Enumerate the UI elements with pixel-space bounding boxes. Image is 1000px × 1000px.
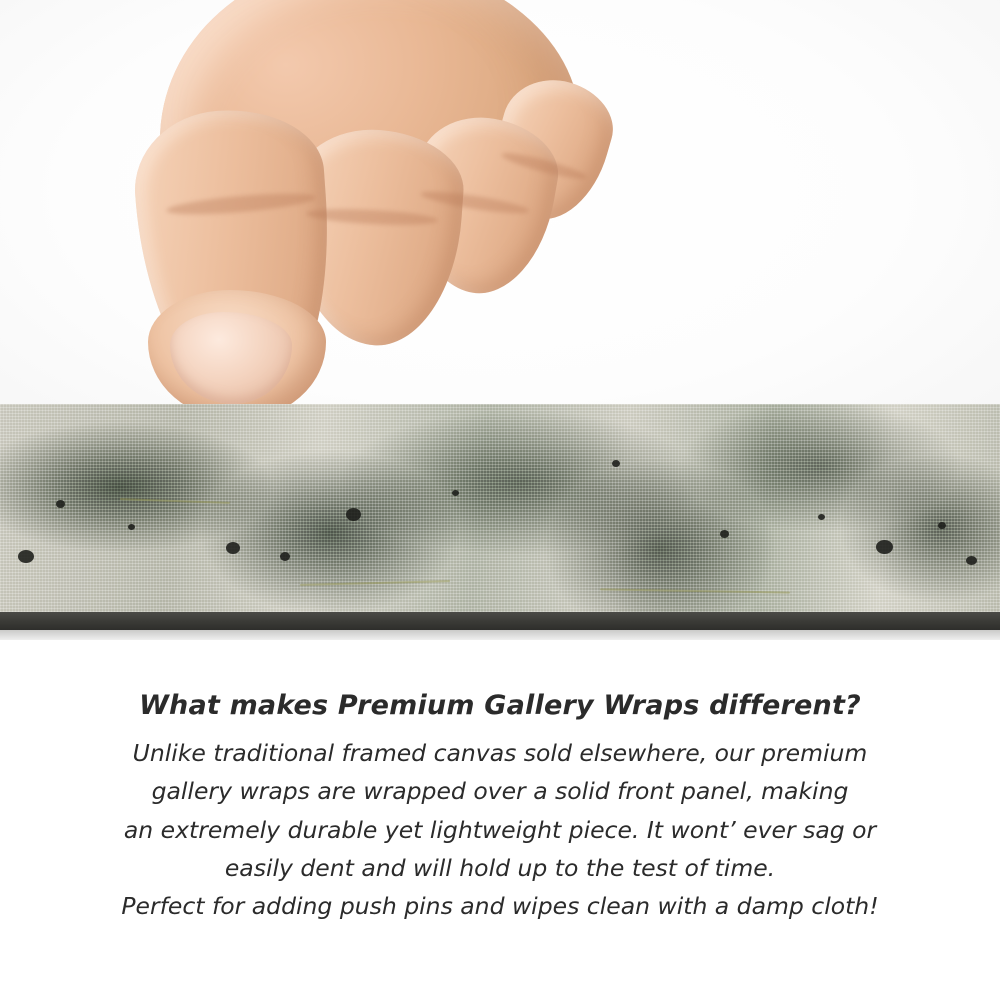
caption-line: gallery wraps are wrapped over a solid front panel, making bbox=[151, 777, 849, 806]
caption-line: an extremely durable yet lightweight piece. It wont’ ever sag or bbox=[123, 815, 877, 844]
canvas-speck bbox=[938, 522, 946, 529]
caption-block bbox=[0, 690, 1000, 925]
caption-line: Perfect for adding push pins and wipes clean with a damp cloth! bbox=[121, 891, 879, 920]
canvas-speck bbox=[818, 514, 825, 520]
caption-body bbox=[0, 734, 1000, 924]
canvas-drop-shadow bbox=[0, 630, 1000, 640]
canvas-speck bbox=[612, 460, 620, 467]
caption-line: Unlike traditional framed canvas sold elsewhere, our premium bbox=[132, 739, 868, 768]
canvas-speck bbox=[226, 542, 240, 554]
canvas-speck bbox=[56, 500, 65, 508]
canvas-speck bbox=[720, 530, 729, 538]
canvas-speck bbox=[346, 508, 361, 521]
gallery-wrap-canvas bbox=[0, 404, 1000, 640]
canvas-weave-texture bbox=[0, 404, 1000, 612]
caption-line: easily dent and will hold up to the test of time. bbox=[224, 853, 776, 882]
canvas-speck bbox=[280, 552, 290, 561]
canvas-printed-face bbox=[0, 404, 1000, 612]
canvas-side-edge bbox=[0, 612, 1000, 630]
canvas-speck bbox=[18, 550, 34, 563]
canvas-speck bbox=[452, 490, 459, 496]
canvas-speck bbox=[876, 540, 893, 554]
canvas-speck bbox=[128, 524, 135, 530]
caption-heading: What makes Premium Gallery Wraps different? bbox=[139, 690, 861, 721]
hand-pressing-canvas bbox=[120, 0, 600, 440]
canvas-speck bbox=[966, 556, 977, 565]
